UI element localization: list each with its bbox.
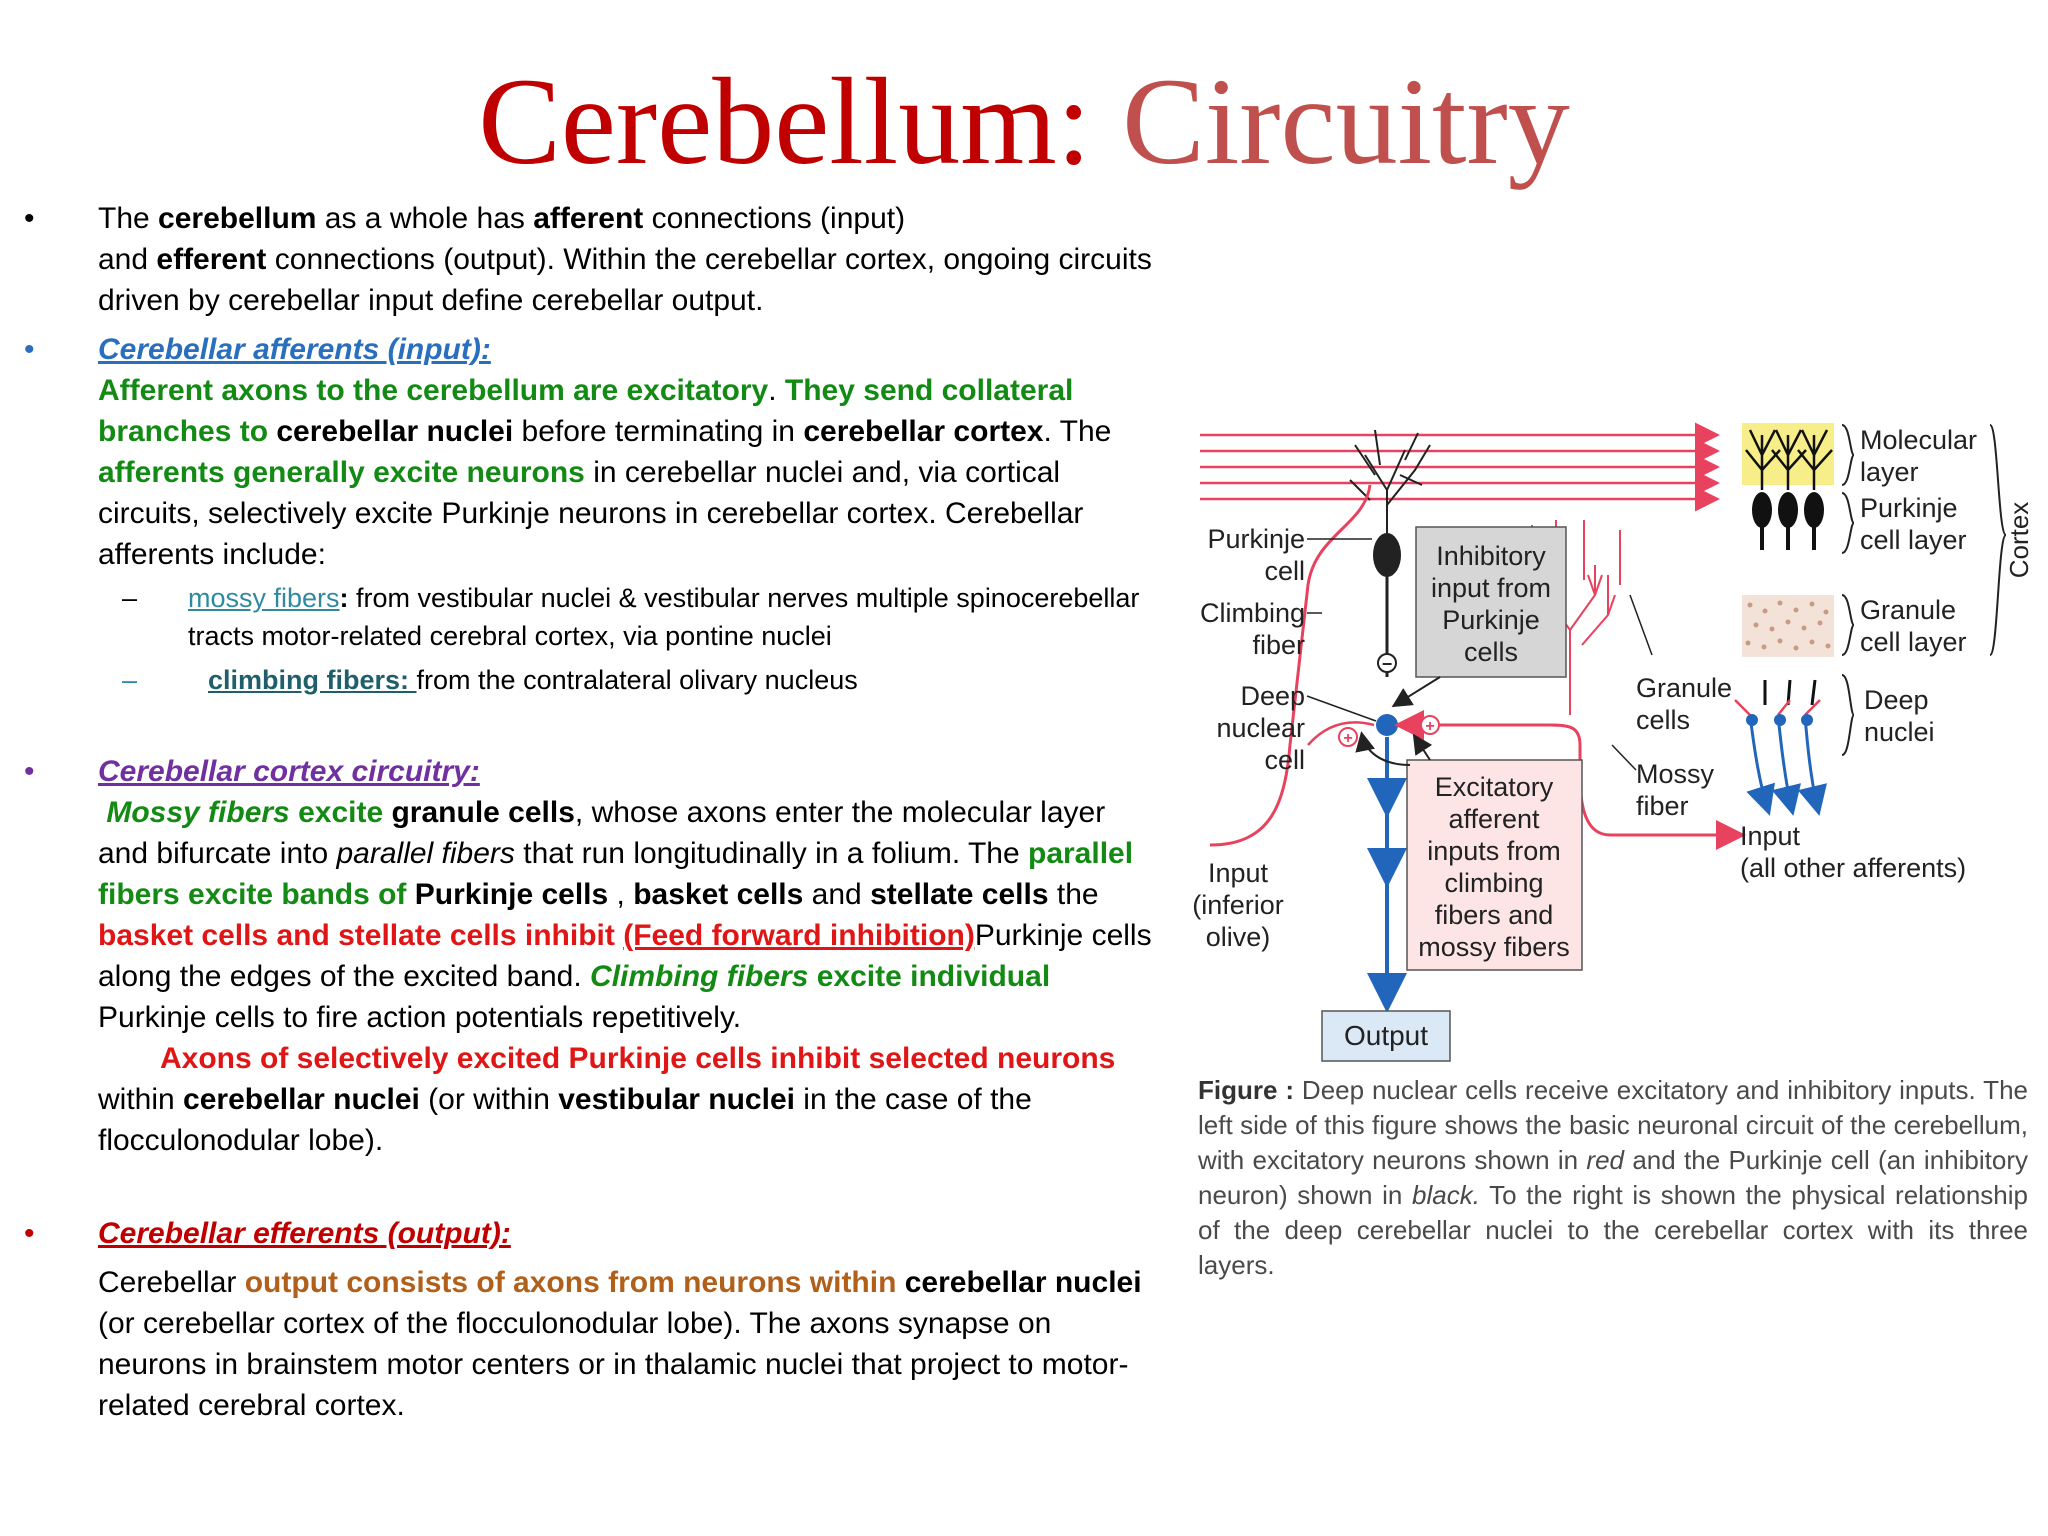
cortex-text: basket cells and stellate cells inhibit [98, 919, 624, 952]
label-molecular-layer: Molecular [1860, 425, 1978, 455]
plus-sign: + [1425, 718, 1435, 735]
inhibitory-line: cells [1463, 637, 1519, 667]
circuit-diagram [1190, 415, 2040, 1075]
caption-text: black. [1412, 1180, 1480, 1210]
cortex-text: Purkinje cells [414, 878, 609, 911]
afferents-text: before terminating in [513, 415, 804, 448]
label-purkinje-layer: Purkinje [1860, 493, 1958, 523]
output-label: Output [1343, 1020, 1429, 1051]
efferents-text: Cerebellar [98, 1266, 245, 1299]
bullet-intro [24, 198, 1154, 321]
page-title [0, 52, 2048, 192]
label-purkinje-cell: Purkinje [1207, 524, 1305, 554]
purkinje-somas [1752, 492, 1824, 550]
cortex-text: parallel fibers [336, 837, 515, 870]
cortex-text: Purkinje cells along the edges of the excited band. [98, 919, 1152, 993]
afferents-heading: Cerebellar afferents (input): [98, 333, 491, 366]
excitatory-line: fibers and [1434, 900, 1554, 930]
bullet-cortex [24, 751, 1154, 1161]
efferents-text: output consists of axons from neurons within [244, 1266, 905, 1299]
dash-marker: – [122, 583, 138, 613]
label-purkinje-layer: cell layer [1860, 525, 1967, 555]
label-cortex: Cortex [2004, 501, 2034, 579]
label-deep-nuclear-cell: cell [1264, 745, 1305, 775]
bullet-marker: • [24, 202, 35, 235]
bullet-efferents [24, 1213, 1154, 1426]
cortex-text: Axons of selectively excited Purkinje cells inhibit selected neurons [160, 1042, 1116, 1075]
left-pointers [1307, 539, 1376, 721]
climbing-fibers-link[interactable]: climbing fibers: [208, 665, 417, 695]
plus-sign: + [1343, 730, 1353, 747]
input-olive-label [1192, 858, 1284, 952]
cortex-text: excite [289, 796, 392, 829]
inhibitory-line: Inhibitory [1436, 541, 1546, 571]
label-mossy-fiber: fiber [1636, 791, 1689, 821]
label-deep-nuclei: Deep [1864, 685, 1929, 715]
sub-text: from vestibular nuclei & vestibular nerves multiple spinocerebellar tracts motor-related cerebral cortex, via pontine nuclei [188, 583, 1140, 651]
label-granule-cells: Granule [1636, 673, 1733, 703]
label-purkinje-cell: cell [1264, 556, 1305, 586]
layer-labels [1860, 425, 1977, 747]
purkinje-cell-body [1373, 533, 1401, 577]
cortex-text: excite individual [808, 960, 1051, 993]
cortex-heading: Cerebellar cortex circuitry: [98, 755, 480, 788]
cortex-text: within [98, 1083, 184, 1116]
bullet-afferents [24, 329, 1154, 575]
dash-marker: – [122, 665, 138, 695]
label-molecular-layer: layer [1860, 457, 1919, 487]
label-deep-nuclear-cell: nuclear [1216, 713, 1305, 743]
label-deep-nuclei: nuclei [1864, 717, 1935, 747]
caption-text: and the Purkinje cell (an inhibitory neuron) shown in [1198, 1145, 2028, 1210]
left-labels [1200, 524, 1305, 775]
label-input-olive: (inferior [1192, 890, 1284, 920]
afferents-text: Afferent axons to the cerebellum are excitatory [98, 374, 769, 407]
excitatory-line: inputs from [1427, 836, 1561, 866]
caption-text: To the right is shown the physical relationship of the deep cerebellar nuclei to the cerebellar cortex with its three layers. [1198, 1180, 2029, 1280]
excitatory-line: mossy fibers [1418, 932, 1570, 962]
label-climbing-fiber: Climbing [1199, 598, 1305, 628]
deep-nuclei-cells [1746, 714, 1813, 726]
caption-text: red [1586, 1145, 1624, 1175]
excitatory-line: afferent [1448, 804, 1540, 834]
inhibitory-line: input from [1430, 573, 1552, 603]
intro-text: and [98, 243, 157, 276]
intro-bold: cerebellum [158, 202, 317, 235]
deep-nuclei-fibers [1735, 680, 1820, 810]
label-input-other: (all other afferents) [1740, 853, 1967, 883]
sub-climbing [24, 661, 1154, 699]
minus-sign: − [1381, 654, 1393, 674]
cortex-text: , [608, 878, 634, 911]
cortex-text: vestibular nuclei [558, 1083, 795, 1116]
intro-text: connections (input) [643, 202, 906, 235]
intro-text: The [98, 202, 159, 235]
afferents-text: . [768, 374, 785, 407]
caption-label: Figure : [1198, 1075, 1295, 1105]
bullet-marker: • [24, 755, 35, 788]
title-part2: Circuitry [1091, 53, 1570, 190]
label-input-olive: olive) [1205, 922, 1271, 952]
inhibitory-pointer [1395, 677, 1440, 705]
cortex-text: in the case of the flocculonodular lobe). [98, 1083, 1032, 1157]
label-climbing-fiber: fiber [1252, 630, 1305, 660]
cortex-text: granule cells [391, 796, 575, 829]
excitatory-pointer [1415, 737, 1430, 760]
afferents-text: cerebellar nuclei [276, 415, 514, 448]
figure-caption [1198, 1073, 2028, 1283]
cortex-text: Mossy fibers [106, 796, 290, 829]
cortex-text: cerebellar nuclei [183, 1083, 420, 1116]
sub-text: from the contralateral olivary nucleus [416, 665, 858, 695]
text-body [24, 198, 1154, 1426]
cortex-text: basket cells [633, 878, 804, 911]
excitatory-line: climbing [1444, 868, 1544, 898]
label-granule-layer: cell layer [1860, 627, 1967, 657]
afferents-text: . The [1043, 415, 1112, 448]
label-input-other: Input [1740, 821, 1801, 851]
cortex-text: , whose axons enter the molecular layer and bifurcate into [98, 796, 1106, 870]
intro-text: connections (output). Within the cerebellar cortex, ongoing circuits driven by cerebellar input define cerebellar output. [98, 243, 1152, 317]
intro-bold: afferent [533, 202, 644, 235]
excitatory-line: Excitatory [1434, 772, 1554, 802]
parallel-fibers [1200, 435, 1715, 499]
afferents-text: in cerebellar nuclei and, via cortical circuits, selectively excite Purkinje neurons in cerebellar cortex. Cerebellar afferents include: [98, 456, 1084, 571]
cortex-text: that run longitudinally in a folium. The [514, 837, 1028, 870]
cortex-text: (or within [419, 1083, 559, 1116]
sub-mossy [24, 579, 1154, 655]
efferents-heading: Cerebellar efferents (output): [98, 1217, 511, 1250]
bullet-marker: • [24, 1217, 35, 1250]
label-granule-cells: cells [1636, 705, 1691, 735]
inhibitory-line: Purkinje [1442, 605, 1540, 635]
label-input-olive: Input [1207, 858, 1269, 888]
intro-text: as a whole has [316, 202, 534, 235]
label-mossy-fiber: Mossy [1636, 759, 1715, 789]
efferents-text: cerebellar nuclei [904, 1266, 1142, 1299]
bullet-marker: • [24, 333, 35, 366]
cortex-text: stellate cells [870, 878, 1049, 911]
cortex-text: Climbing fibers [590, 960, 809, 993]
efferents-text: (or cerebellar cortex of the flocculonodular lobe). The axons synapse on neurons in brainstem motor centers or in thalamic nuclei that project to motor-related cerebral cortex. [98, 1307, 1129, 1422]
cortex-text: and [803, 878, 871, 911]
cortex-text: parallel fibers excite bands of [98, 837, 1134, 911]
sub-text: : [339, 583, 349, 613]
afferents-text: They send collateral branches to [98, 374, 1074, 448]
cortex-text: the [1048, 878, 1099, 911]
label-granule-layer: Granule [1860, 595, 1957, 625]
label-deep-nuclear-cell: Deep [1240, 681, 1305, 711]
afferents-text: afferents generally excite neurons [98, 456, 585, 489]
cortex-text: Purkinje cells to fire action potentials repetitively. [98, 1001, 742, 1034]
intro-bold: efferent [156, 243, 267, 276]
cortex-text: (Feed forward inhibition) [623, 919, 975, 952]
afferents-text: cerebellar cortex [803, 415, 1044, 448]
title-part1: Cerebellum: [478, 53, 1092, 190]
caption-text: Deep nuclear cells receive excitatory and inhibitory inputs. The left side of this figure shows the basic neuronal circuit of the cerebellum, with excitatory neurons shown in [1198, 1075, 2028, 1175]
deep-nuclear-cell-body [1376, 714, 1398, 736]
mossy-fibers-link[interactable]: mossy fibers [188, 583, 340, 613]
